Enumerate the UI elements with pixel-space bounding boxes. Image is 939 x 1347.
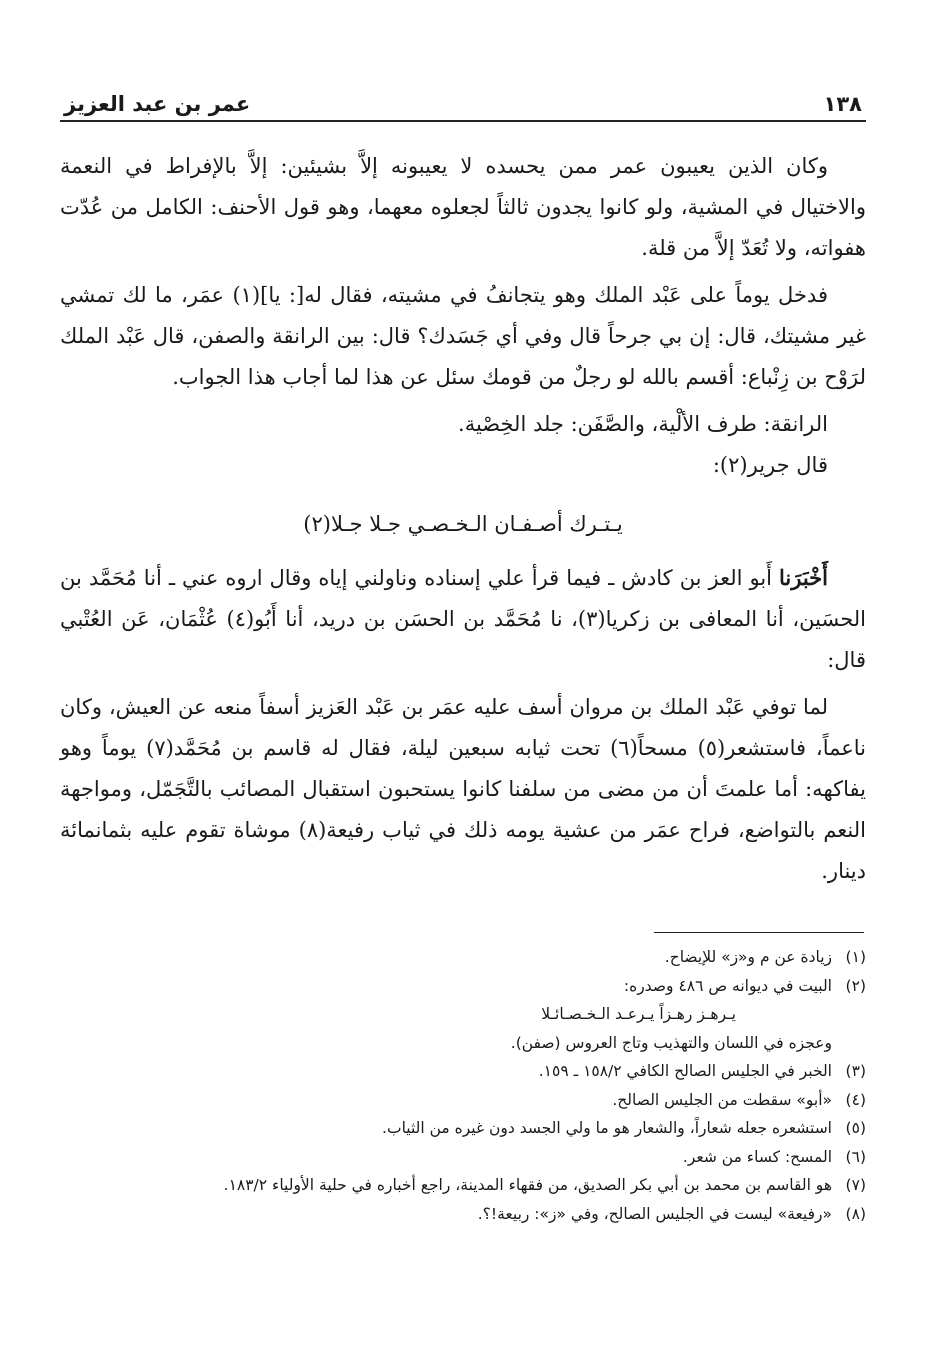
footnote-6 [60, 1143, 866, 1172]
footnote-text: المسح: كساء من شعر. [682, 1147, 832, 1166]
footnote-text: الخبر في الجليس الصالح الكافي ١٥٨/٢ ـ ١٥٩. [538, 1062, 832, 1080]
footnote-text: «أبو» سقطت من الجليس الصالح. [612, 1090, 832, 1109]
footnote-2-continuation: وعجزه في اللسان والتهذيب وتاج العروس (صفن). [510, 1033, 832, 1052]
footnote-number: (٧) [845, 1176, 866, 1194]
definition-line: الرانقة: طرف الألْية، والصَّفَن: جلد الخِصْية. [458, 412, 828, 436]
footnote-text: «رفيعة» ليست في الجليس الصالح، وفي «ز»: ربيعة!؟. [477, 1204, 832, 1223]
footnote-number: (٢) [845, 976, 866, 995]
header-divider [60, 120, 866, 122]
footnote-number: (٣) [845, 1062, 866, 1080]
footnote-text: زيادة عن م و«ز» للإيضاح. [664, 948, 832, 966]
footnote-7 [60, 1171, 866, 1200]
footnote-number: (٨) [845, 1204, 866, 1223]
footnote-1 [60, 943, 866, 972]
paragraph-3-text: أَبو العز بن كادش ـ فيما قرأ علي إسناده وناولني إياه وقال اروه عني ـ أنا مُحَمَّد بن الحسَين، أنا المعافى بن زكريا(٣)، نا مُحَمَّد بن الحسَن بن دريد، أنا أَبُو(٤) عُثْمَان، عَن العُتْبي قال: [60, 566, 866, 672]
main-text [60, 146, 866, 892]
book-page [60, 84, 866, 1228]
footnote-number: (١) [845, 948, 866, 966]
footnote-2-verse: يـرهـز رهـزاً يـرعـد الـخـصـائـلا [541, 1005, 736, 1023]
page-header [60, 84, 866, 116]
footnote-divider [654, 932, 864, 933]
paragraph-4: لما توفي عَبْد الملك بن مروان أسف عليه عمَر بن عَبْد العَزيز أسفاً منعه عن العيش، وكان ناعماً، فاستشعر(٥) مسحاً(٦) تحت ثيابه سبعين ليلة، فقال له قاسم بن مُحَمَّد(٧) يوماً وهو يفاكهه: أما علمتَ أن من مضى من سلفنا كانوا يستحبون استقبال المصائب بالتَّجَمّل، ومواجهة النعم بالتواضع، فراح عمَر من عشية يومه ذلك في ثياب رفيعة(٨) موشاة تقوم عليه بثمانمائة دينار. [60, 695, 867, 883]
akhbarana-keyword: أَخْبَرَنا [779, 565, 828, 590]
verse-line: يـتـرك أصـفـان الـخـصـي جـلا جـلا(٢) [303, 512, 623, 536]
footnote-text: البيت في ديوانه ص ٤٨٦ وصدره: [623, 976, 832, 995]
paragraph-3 [60, 557, 866, 681]
footnote-4 [60, 1086, 866, 1115]
page-number: ١٣٨ [823, 92, 862, 116]
footnote-8 [60, 1200, 866, 1229]
footnote-text: استشعره جعله شعاراً، والشعار هو ما ولي الجسد دون غيره من الثياب. [382, 1119, 832, 1137]
footnotes [60, 943, 866, 1228]
footnote-2 [60, 972, 866, 1001]
footnote-number: (٤) [845, 1090, 866, 1109]
footnote-number: (٦) [845, 1147, 866, 1166]
footnote-text: هو القاسم بن محمد بن أبي بكر الصديق، من فقهاء المدينة، راجع أخباره في حلية الأولياء ١٨٣/٢. [223, 1176, 832, 1194]
paragraph-2: فدخل يوماً على عَبْد الملك وهو يتجانفُ في مشيته، فقال له[: يا](١) عمَر، ما لك تمشي غير مشيتك، قال: إن بي جرحاً قال وفي أي جَسَدك؟ قال: بين الرانقة والصفن، قال عَبْد الملك لرَوْح بن زِنْباع: أقسم بالله لو رجلٌ من قومك سئل عن هذا لما أجاب هذا الجواب. [60, 283, 866, 389]
paragraph-1: وكان الذين يعيبون عمر ممن يحسده لا يعيبونه إلاَّ بشيئين: إلاَّ بالإفراط في النعمة والاختيال في المشية، ولو كانوا يجدون ثالثاً لجعلوه معهما، وهو قول الأحنف: الكامل من عُدّت هفواته، ولا تُعَدّ إلاَّ من قلة. [60, 154, 866, 260]
footnote-3 [60, 1057, 866, 1086]
footnote-number: (٥) [845, 1119, 866, 1137]
running-title: عمر بن عبد العزيز [64, 92, 251, 116]
footnote-5 [60, 1114, 866, 1143]
poet-line: قال جرير(٢): [712, 453, 828, 477]
